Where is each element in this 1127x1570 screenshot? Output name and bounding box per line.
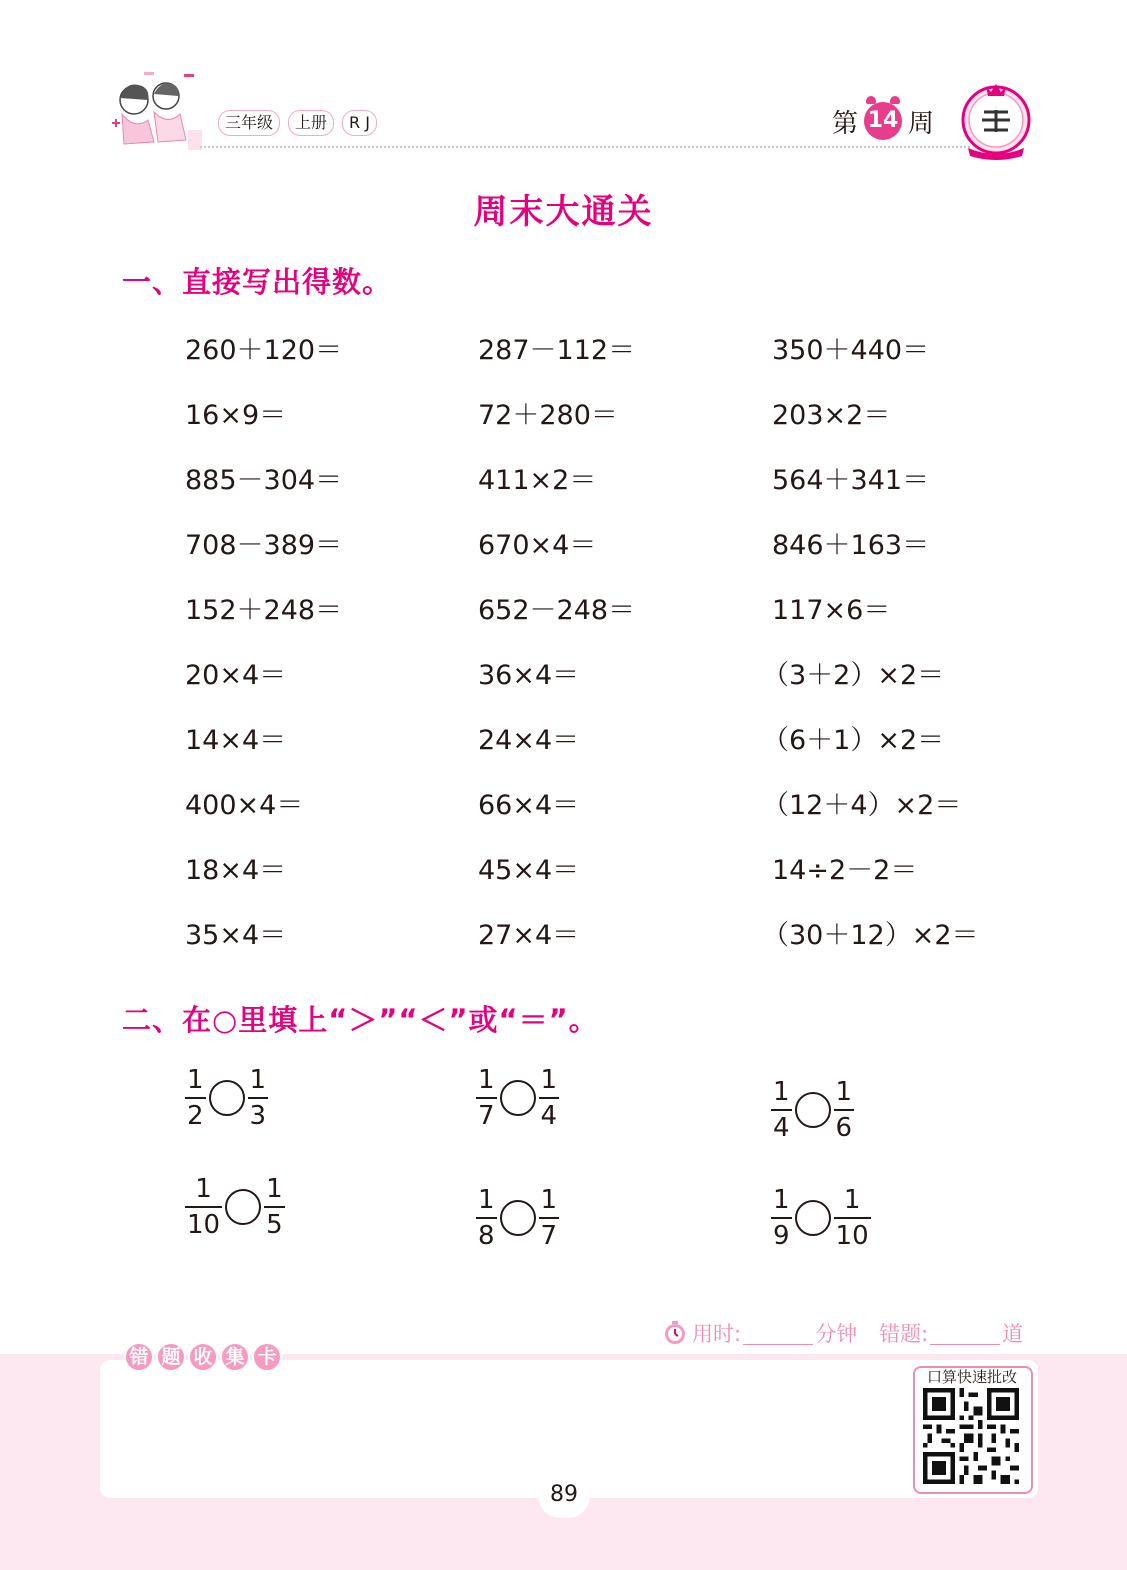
week-number-badge: 14 — [864, 102, 902, 140]
problem: 18×4＝ — [185, 855, 287, 886]
fraction-bar — [248, 1097, 269, 1099]
denominator: 7 — [540, 1221, 558, 1251]
time-blank[interactable] — [743, 1322, 813, 1345]
errors-blank[interactable] — [930, 1322, 1000, 1345]
week-indicator — [832, 96, 934, 146]
numerator: 1 — [478, 1185, 495, 1215]
problem: （3＋2）×2＝ — [762, 660, 945, 691]
fraction-right — [539, 1185, 560, 1251]
problem: 20×4＝ — [185, 660, 287, 691]
problem: （30＋12）×2＝ — [762, 920, 979, 951]
answer-circle[interactable] — [795, 1200, 831, 1236]
page-number: 89 — [550, 1482, 578, 1507]
problem: 35×4＝ — [185, 920, 287, 951]
book-info-tags — [218, 110, 377, 136]
numerator: 1 — [540, 1185, 558, 1215]
problem: 152＋248＝ — [185, 595, 343, 626]
denominator: 4 — [773, 1113, 790, 1143]
problem: 117×6＝ — [772, 595, 891, 626]
answer-circle[interactable] — [500, 1200, 536, 1236]
fraction-bar — [476, 1217, 497, 1219]
answer-circle[interactable] — [795, 1092, 831, 1128]
brand-logo-badge — [958, 80, 1034, 162]
numerator: 1 — [843, 1185, 861, 1215]
fraction-right — [834, 1077, 855, 1143]
numerator: 1 — [266, 1174, 283, 1204]
problem: 203×2＝ — [772, 400, 891, 431]
problem: 14÷2－2＝ — [772, 855, 918, 886]
problem: 14×4＝ — [185, 725, 287, 756]
problem: 66×4＝ — [478, 790, 580, 821]
grade-tag: 三年级 — [218, 110, 280, 136]
fraction-right — [264, 1174, 285, 1240]
numerator: 1 — [540, 1065, 558, 1095]
card-label-char: 集 — [220, 1342, 250, 1372]
problem: 350＋440＝ — [772, 335, 930, 366]
problem: 400×4＝ — [185, 790, 304, 821]
denominator: 8 — [478, 1221, 495, 1251]
section1-title: 一、直接写出得数。 — [122, 265, 393, 299]
denominator: 10 — [187, 1210, 221, 1240]
mistake-card-label — [124, 1342, 282, 1372]
denominator: 7 — [478, 1101, 495, 1131]
problem: 564＋341＝ — [772, 465, 930, 496]
denominator: 9 — [773, 1221, 790, 1251]
answer-circle[interactable] — [209, 1080, 245, 1116]
fraction-right — [539, 1065, 560, 1131]
problem: 27×4＝ — [478, 920, 580, 951]
time-and-errors-record — [662, 1318, 1023, 1348]
numerator: 1 — [773, 1077, 790, 1107]
qr-caption: 口算快速批改 — [926, 1368, 1017, 1386]
fraction-left — [771, 1077, 792, 1143]
fraction-comparison — [476, 1182, 559, 1254]
fraction-right — [248, 1065, 269, 1131]
denominator: 5 — [266, 1210, 283, 1240]
fraction-bar — [539, 1217, 560, 1219]
problem: 16×9＝ — [185, 400, 287, 431]
week-prefix: 第 — [832, 108, 859, 139]
numerator: 1 — [195, 1174, 212, 1204]
fraction-bar — [834, 1109, 855, 1111]
fraction-left — [476, 1065, 497, 1131]
fraction-bar — [185, 1097, 206, 1099]
fraction-comparison — [771, 1074, 854, 1146]
kids-illustration — [104, 70, 208, 156]
numerator: 1 — [187, 1065, 204, 1095]
problem: （12＋4）×2＝ — [762, 790, 962, 821]
fraction-left — [771, 1185, 792, 1251]
week-suffix: 周 — [908, 108, 935, 139]
numerator: 1 — [773, 1185, 790, 1215]
qr-code-icon[interactable] — [922, 1388, 1020, 1484]
denominator: 2 — [187, 1101, 204, 1131]
card-label-char: 收 — [188, 1342, 218, 1372]
card-label-char: 错 — [124, 1342, 154, 1372]
fraction-bar — [539, 1097, 560, 1099]
problem: 708－389＝ — [185, 530, 343, 561]
problem: 260＋120＝ — [185, 335, 343, 366]
problem: 652－248＝ — [478, 595, 636, 626]
card-label-char: 卡 — [252, 1342, 282, 1372]
problem: 36×4＝ — [478, 660, 580, 691]
time-label: 用时: — [692, 1322, 742, 1346]
fraction-bar — [476, 1097, 497, 1099]
numerator: 1 — [835, 1077, 853, 1107]
problem: 411×2＝ — [478, 465, 597, 496]
page-title: 周末大通关 — [473, 192, 654, 232]
time-unit: 分钟 — [815, 1322, 858, 1346]
denominator: 6 — [835, 1113, 853, 1143]
problem: 72＋280＝ — [478, 400, 618, 431]
fraction-left — [185, 1065, 206, 1131]
problem: 670×4＝ — [478, 530, 597, 561]
answer-circle[interactable] — [225, 1189, 261, 1225]
problem: 45×4＝ — [478, 855, 580, 886]
fraction-bar — [834, 1217, 871, 1219]
fraction-comparison — [476, 1062, 559, 1134]
fraction-bar — [771, 1217, 792, 1219]
denominator: 10 — [835, 1221, 869, 1251]
fraction-bar — [264, 1206, 285, 1208]
fraction-bar — [771, 1109, 792, 1111]
problem: 885－304＝ — [185, 465, 343, 496]
stopwatch-icon — [662, 1320, 688, 1346]
section2-title: 二、在○里填上“＞”“＜”或“＝”。 — [122, 1003, 599, 1037]
denominator: 4 — [540, 1101, 558, 1131]
volume-tag: 上册 — [288, 110, 334, 136]
fraction-bar — [185, 1206, 222, 1208]
card-label-char: 题 — [156, 1342, 186, 1372]
header-divider — [200, 146, 970, 148]
problem: 846＋163＝ — [772, 530, 930, 561]
fraction-comparison — [185, 1062, 268, 1134]
errors-label: 错题: — [879, 1322, 929, 1346]
problem: 287－112＝ — [478, 335, 636, 366]
fraction-left — [185, 1174, 222, 1240]
errors-unit: 道 — [1002, 1322, 1024, 1346]
problem: 24×4＝ — [478, 725, 580, 756]
edition-tag: R J — [342, 110, 377, 136]
numerator: 1 — [249, 1065, 267, 1095]
fraction-right — [834, 1185, 871, 1251]
denominator: 3 — [249, 1101, 267, 1131]
fraction-left — [476, 1185, 497, 1251]
numerator: 1 — [478, 1065, 495, 1095]
answer-circle[interactable] — [500, 1080, 536, 1116]
fraction-comparison — [771, 1182, 871, 1254]
fraction-comparison — [185, 1171, 285, 1243]
problem: （6＋1）×2＝ — [762, 725, 945, 756]
